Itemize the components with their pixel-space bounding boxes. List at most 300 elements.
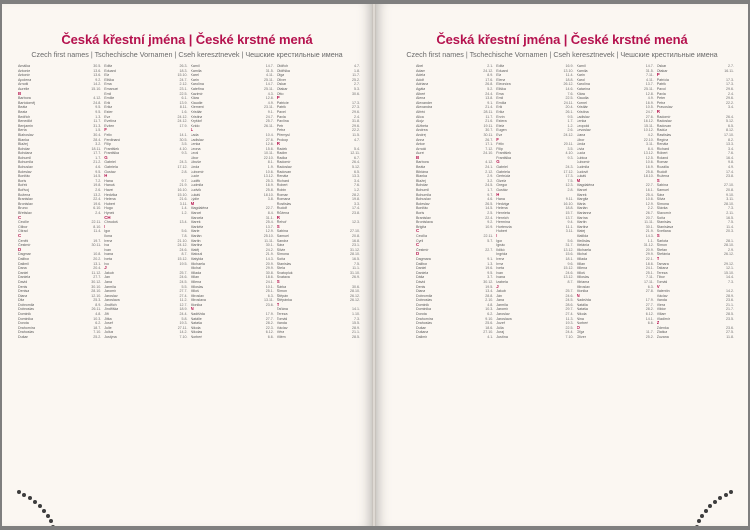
first-name: Alexander <box>416 100 433 105</box>
name-day-date: 4.3. <box>267 91 274 96</box>
first-name: Matilda <box>576 233 589 238</box>
first-name: Regína <box>656 137 669 142</box>
name-day-date: 16.9. <box>565 64 574 68</box>
first-name: Radovan <box>276 169 292 174</box>
first-name: N <box>576 293 580 298</box>
first-name: Bohdana <box>18 151 33 156</box>
name-column <box>416 64 493 512</box>
name-day-date: 20.11. <box>563 142 574 147</box>
name-day-date: 15.5. <box>352 321 360 326</box>
decorative-dot <box>49 519 53 523</box>
first-name: Bohumila <box>416 192 431 197</box>
first-name: Štefan <box>656 247 668 252</box>
name-day-date: 11.4. <box>93 229 102 234</box>
name-day-date: 10.8. <box>93 252 102 257</box>
first-name: Bořivoj <box>18 188 29 193</box>
name-day-date: 2.9. <box>487 174 494 179</box>
first-name: Nikola <box>576 312 587 317</box>
first-name: Radomír <box>276 160 291 165</box>
first-name: Radúz <box>656 128 668 133</box>
name-day-date: 30.4. <box>93 132 102 137</box>
first-name: Adam <box>416 68 426 73</box>
decorative-dot <box>17 490 21 494</box>
first-name: Nina <box>576 316 584 321</box>
first-name: Markéta <box>190 224 204 229</box>
first-name: Linda <box>190 165 200 170</box>
name-day-date: 14.2. <box>179 330 188 335</box>
first-name: Jaromír <box>104 289 117 294</box>
name-day-date: 15.10. <box>177 73 188 78</box>
name-day-date: 6.6. <box>267 335 274 340</box>
name-day-date: 7.3. <box>728 206 734 211</box>
first-name: Diana <box>18 293 28 298</box>
first-name: Abel <box>416 64 424 68</box>
first-name: Alena <box>416 96 426 101</box>
name-day-date: 14.2. <box>726 289 734 294</box>
name-day-date: 25.7. <box>265 119 274 124</box>
name-day-date: 3.11. <box>646 142 654 147</box>
first-name: Eugen <box>496 128 507 133</box>
first-name: Drahoslav <box>416 321 433 326</box>
name-day-date: 21.2. <box>93 160 102 165</box>
name-day-date: 16.11. <box>724 68 734 73</box>
first-name: Gertrúda <box>496 174 511 179</box>
first-name: Stanislava <box>656 224 674 229</box>
first-name: Helena <box>496 206 508 211</box>
first-name: Valentín <box>656 289 670 294</box>
name-day-date: 13.6. <box>93 73 102 78</box>
first-name: Jaromír <box>496 307 509 312</box>
decorative-dot-arc-right <box>628 486 748 526</box>
name-day-date: 12.6. <box>265 142 274 147</box>
first-name: Igor <box>496 238 503 243</box>
name-day-date: 7.6. <box>567 91 574 96</box>
name-day-date: 13.12. <box>563 275 574 280</box>
first-name: Viliam <box>656 312 667 317</box>
first-name: Ř <box>276 215 280 220</box>
decorative-dot <box>33 500 37 504</box>
first-name: Lucie <box>190 174 200 179</box>
name-day-date: 9.10. <box>726 192 734 197</box>
first-name: Hugo <box>104 206 113 211</box>
name-day-date: 16.10. <box>563 201 574 206</box>
name-day-date: 20.3. <box>726 229 734 234</box>
first-name: Č <box>416 243 420 248</box>
first-name: David <box>18 279 28 284</box>
first-name: Jakub <box>104 270 114 275</box>
first-name: Apolena <box>18 77 32 82</box>
first-name: Radek <box>276 146 288 151</box>
first-name: Hubert <box>104 201 116 206</box>
name-day-date: 25.2. <box>645 335 654 340</box>
first-name: Ružena <box>656 174 670 179</box>
first-name: Miloš <box>190 289 199 294</box>
name-day-date: 28.2. <box>352 192 360 197</box>
first-name: F <box>104 128 107 133</box>
name-day-date: 27.6. <box>645 114 654 119</box>
first-name: Adolf <box>416 77 425 82</box>
decorative-dot <box>695 525 699 526</box>
first-name: Š <box>276 279 280 284</box>
name-day-date: 2.6. <box>567 128 574 133</box>
name-day-date: 7.2. <box>95 178 102 183</box>
name-day-date: 25.8. <box>265 188 274 193</box>
first-name: Simona <box>276 252 289 257</box>
name-day-date: 24.1. <box>645 266 654 271</box>
name-day-date: 17.3. <box>565 174 574 179</box>
name-day-date: 24.12. <box>177 114 188 119</box>
first-name: Radoslav <box>276 165 292 170</box>
first-name: Viera <box>656 302 666 307</box>
first-name: Šárka <box>276 284 287 289</box>
first-name: Jana <box>104 279 113 284</box>
name-day-date: 4.10. <box>565 151 574 156</box>
first-name: J <box>104 266 107 271</box>
first-name: Klaudia <box>576 96 589 101</box>
first-name: Matouš <box>190 252 203 257</box>
name-day-date: 6.12. <box>645 312 654 317</box>
first-name: Havel <box>104 188 114 193</box>
first-name: Benjamin <box>18 123 33 128</box>
first-name: Otto <box>276 91 284 96</box>
name-day-date: 14.2. <box>93 82 102 87</box>
name-day-date: 23.5. <box>726 316 734 321</box>
first-name: Marián <box>190 233 202 238</box>
first-name: M <box>576 178 581 183</box>
first-name: Věra <box>276 330 285 335</box>
first-name: Silvia <box>656 197 666 202</box>
name-day-date: 2.4. <box>354 114 360 119</box>
first-name: Jana <box>496 298 505 303</box>
name-day-date: 24.1. <box>485 165 494 170</box>
name-day-date: 2.8. <box>567 188 574 193</box>
first-name: Taťána <box>276 307 288 312</box>
first-name: Šimon <box>656 243 667 248</box>
name-day-date: 12.8. <box>265 96 274 101</box>
name-day-date: 13.12. <box>263 174 274 179</box>
name-day-date: 25.11. <box>264 86 274 91</box>
name-day-date: 25.1. <box>645 270 654 275</box>
name-day-date: 10.1. <box>265 284 274 289</box>
first-name: Filip <box>496 146 503 151</box>
first-name: Lenka <box>576 119 587 124</box>
name-day-date: 26.8. <box>485 82 494 87</box>
first-name: Nikolas <box>190 330 203 335</box>
first-name: Hermína <box>496 220 511 225</box>
first-name: Alojz <box>416 119 424 124</box>
first-name: Gizela <box>496 178 507 183</box>
first-name: Barbora <box>18 96 31 101</box>
first-name: H <box>104 174 108 179</box>
first-name: Vladimír <box>656 316 670 321</box>
first-name: Ivana <box>496 275 506 280</box>
first-name: Magdaléna <box>190 206 209 211</box>
first-name: Radomír <box>656 114 671 119</box>
name-day-date: 14.3. <box>645 233 654 238</box>
name-day-date: 20.7. <box>645 215 654 220</box>
name-day-date: 29.6. <box>352 123 360 128</box>
first-name: R <box>276 142 280 147</box>
first-name: Č <box>18 233 22 238</box>
first-name: Oldřich <box>276 64 289 68</box>
first-name: Jozef <box>496 321 505 326</box>
name-day-date: 25.11. <box>644 86 654 91</box>
first-name: Marek <box>190 220 201 225</box>
first-name: Kristina <box>190 114 203 119</box>
first-name: Břetislav <box>18 211 32 215</box>
first-name: Ivan <box>496 270 504 275</box>
name-day-date: 1.7. <box>567 119 574 124</box>
first-name: R <box>656 109 660 114</box>
name-day-date: 8.4. <box>267 211 274 215</box>
first-name: Václav <box>656 293 668 298</box>
name-day-date: 10.12. <box>643 128 654 133</box>
first-name: Rozália <box>656 165 669 170</box>
name-day-date: 10.4. <box>265 132 274 137</box>
name-day-date: 10.9. <box>485 224 494 229</box>
name-day-date: 11.2. <box>179 298 188 303</box>
name-day-date: 30.8. <box>265 270 274 275</box>
first-name: Šimon <box>276 289 287 294</box>
name-entry <box>496 335 573 340</box>
first-name: Richard <box>656 146 670 151</box>
first-name: Eliška <box>104 77 114 82</box>
first-name: Michaela <box>576 247 591 252</box>
name-day-date: 4.6. <box>95 165 102 170</box>
name-day-date: 13.9. <box>179 100 188 105</box>
first-name: Kvido <box>190 123 200 128</box>
first-name: Eliška <box>496 86 506 91</box>
name-day-date: 25.4. <box>265 220 274 225</box>
name-day-date: 19.8. <box>93 183 102 188</box>
name-day-date: 11.11. <box>264 238 274 243</box>
name-day-date: 27.10. <box>483 330 494 335</box>
first-name: Kamila <box>190 68 202 73</box>
name-day-date: 9.1. <box>487 256 494 261</box>
first-name: Kristián <box>576 105 589 110</box>
first-name: S <box>276 224 280 229</box>
name-day-date: 4.2. <box>647 132 654 137</box>
first-name: Ignác <box>496 243 506 248</box>
name-day-date: 30.6. <box>352 284 360 289</box>
name-day-date: 6.6. <box>647 321 654 326</box>
name-day-date: 26.4. <box>352 160 360 165</box>
name-day-date: 4.8. <box>487 302 494 307</box>
first-name: Melánia <box>576 243 590 248</box>
first-name: T <box>276 302 280 307</box>
first-name: Evžen <box>104 123 115 128</box>
name-day-date: 2.7. <box>728 64 734 68</box>
first-name: Cyril <box>416 238 424 243</box>
first-name: Milada <box>190 270 202 275</box>
name-day-date: 8.10. <box>93 224 102 229</box>
name-day-date: 11.3. <box>565 316 574 321</box>
first-name: Dominika <box>416 307 431 312</box>
name-day-date: 2.5. <box>487 211 494 215</box>
name-day-date: 2.10. <box>485 298 494 303</box>
first-name: Oliver <box>576 335 586 340</box>
first-name: Dominik <box>416 302 429 307</box>
name-day-date: 28.10. <box>91 289 102 294</box>
first-name: Vilém <box>276 335 286 340</box>
first-name: Anna <box>416 137 425 142</box>
name-day-date: 14.6. <box>565 86 574 91</box>
name-day-date: 17.12. <box>563 169 574 174</box>
decorative-dot <box>42 509 46 513</box>
first-name: Bohdan <box>416 183 429 188</box>
first-name: Milada <box>576 256 588 261</box>
name-day-date: 28.9. <box>352 325 360 330</box>
name-day-date: 30.10. <box>91 284 102 289</box>
first-name: Eva <box>496 132 503 137</box>
name-day-date: 9.7. <box>181 178 188 183</box>
name-day-date: 17.3. <box>352 100 360 105</box>
name-day-date: 13.10. <box>563 68 574 73</box>
name-day-date: 17.7. <box>93 151 102 156</box>
first-name: Slávka <box>656 206 668 211</box>
name-day-date: 22.5. <box>179 91 188 96</box>
first-name: Karin <box>576 73 585 78</box>
name-day-date: 13.4. <box>179 220 188 225</box>
first-name: Dobromila <box>18 302 35 307</box>
name-day-date: 22.4. <box>93 197 102 202</box>
name-day-date: 27.4. <box>565 312 574 317</box>
first-name: Patrícia <box>656 77 669 82</box>
page-subtitle: Czech first names | Tschechische Vornamen | Cseh keresztnevek | Чешские крестильные имена <box>406 50 718 59</box>
name-day-date: 8.9. <box>487 73 494 78</box>
first-name: Miroslava <box>190 298 206 303</box>
first-name: Viktor <box>656 307 666 312</box>
first-name: Jarmila <box>496 302 508 307</box>
name-entry <box>104 335 187 340</box>
name-day-date: 25.1. <box>265 289 274 294</box>
first-name: Karolína <box>190 82 204 87</box>
first-name: Sára <box>656 192 665 197</box>
first-name: Rudolf <box>276 206 288 211</box>
right-page <box>376 4 748 526</box>
first-name: Denis <box>18 284 28 289</box>
first-name: Ela <box>104 73 110 78</box>
first-name: Agáta <box>416 86 426 91</box>
first-name: Karin <box>190 77 199 82</box>
first-name: Alžbeta <box>416 123 428 128</box>
name-day-date: 27.11. <box>177 325 188 330</box>
name-day-date: 7.6. <box>354 183 360 188</box>
first-name: Lýdie <box>190 197 200 202</box>
first-name: Adela <box>416 73 426 78</box>
name-day-date: 26.11. <box>91 307 102 312</box>
name-day-date: 18.9. <box>179 307 188 312</box>
name-day-date: 17.9. <box>265 312 274 317</box>
name-day-date: 1.7. <box>487 188 494 193</box>
name-day-date: 9.1. <box>487 100 494 105</box>
first-name: Leona <box>190 146 201 151</box>
first-name: Edita <box>496 64 505 68</box>
name-day-date: 26.12. <box>350 293 360 298</box>
first-name: Radoslav <box>656 119 672 124</box>
name-day-date: 11.11. <box>644 220 654 225</box>
first-name: Brigita <box>416 224 427 229</box>
first-name: H <box>496 192 500 197</box>
first-name: Eduard <box>496 68 508 73</box>
first-name: Ester <box>104 109 113 114</box>
first-name: Dušan <box>416 325 427 330</box>
first-name: Erik <box>496 105 503 110</box>
name-day-date: 26.7. <box>645 211 654 215</box>
first-name: Natália <box>576 302 588 307</box>
name-day-date: 24.4. <box>565 330 574 335</box>
name-day-date: 6.5. <box>354 169 360 174</box>
name-day-date: 11.1. <box>565 224 574 229</box>
decorative-dot <box>51 525 55 526</box>
first-name: Blanka <box>416 174 427 179</box>
first-name: Ivana <box>104 252 114 257</box>
first-name: Daniel <box>18 270 29 275</box>
name-day-date: 22.11. <box>91 220 102 225</box>
first-name: Richard <box>276 178 290 183</box>
first-name: Hubert <box>496 229 508 234</box>
name-day-date: 19.5. <box>485 284 494 289</box>
first-name: C <box>416 229 420 234</box>
first-name: I <box>496 233 498 238</box>
first-name: Nataša <box>576 307 588 312</box>
name-day-date: 24.5. <box>485 183 494 188</box>
first-name: Renáta <box>276 174 289 179</box>
decorative-dot <box>38 504 42 508</box>
name-day-date: 9.8. <box>728 160 734 165</box>
first-name: Gabriel <box>496 165 508 170</box>
first-name: Dobroslav <box>416 298 433 303</box>
name-day-date: 9.7. <box>487 192 494 197</box>
first-name: Bruno <box>18 206 28 211</box>
name-day-date: 31.10. <box>350 270 360 275</box>
name-day-date: 2.1. <box>487 64 494 68</box>
name-day-date: 12.11. <box>350 151 360 156</box>
first-name: Julius <box>104 330 114 335</box>
name-day-date: 1.2. <box>567 123 574 128</box>
name-day-date: 7.5. <box>354 261 360 266</box>
name-day-date: 11.12. <box>91 270 102 275</box>
first-name: Andrej <box>416 132 427 137</box>
first-name: Marián <box>576 206 588 211</box>
name-day-date: 9.2. <box>95 77 102 82</box>
name-day-date: 2.6. <box>95 188 102 193</box>
name-day-date: 25.4. <box>645 192 654 197</box>
name-day-date: 21.1. <box>726 302 734 307</box>
name-day-date: 27.10. <box>350 229 360 234</box>
name-day-date: 16.10. <box>177 188 188 193</box>
name-day-date: 18.7. <box>93 325 102 330</box>
first-name: Tereza <box>656 270 668 275</box>
name-day-date: 1.2. <box>181 211 188 215</box>
name-day-date: 31.12. <box>643 243 654 248</box>
name-day-date: 28.6. <box>565 302 574 307</box>
name-day-date: 28.1. <box>726 238 734 243</box>
first-name: Félix <box>496 142 504 147</box>
first-name: Čestmír <box>416 247 429 252</box>
first-name: Felix <box>104 132 112 137</box>
name-day-date: 13.12. <box>643 151 654 156</box>
name-day-date: 4.6. <box>487 197 494 202</box>
name-day-date: 17.9. <box>179 123 188 128</box>
first-name: Samuel <box>276 233 289 238</box>
name-day-date: 16.1. <box>645 188 654 193</box>
first-name: Alica <box>416 114 424 119</box>
first-name: Klára <box>576 91 585 96</box>
name-day-date: 29.6. <box>726 96 734 101</box>
name-day-date: 7.5. <box>567 178 574 183</box>
first-name: D <box>416 252 420 257</box>
